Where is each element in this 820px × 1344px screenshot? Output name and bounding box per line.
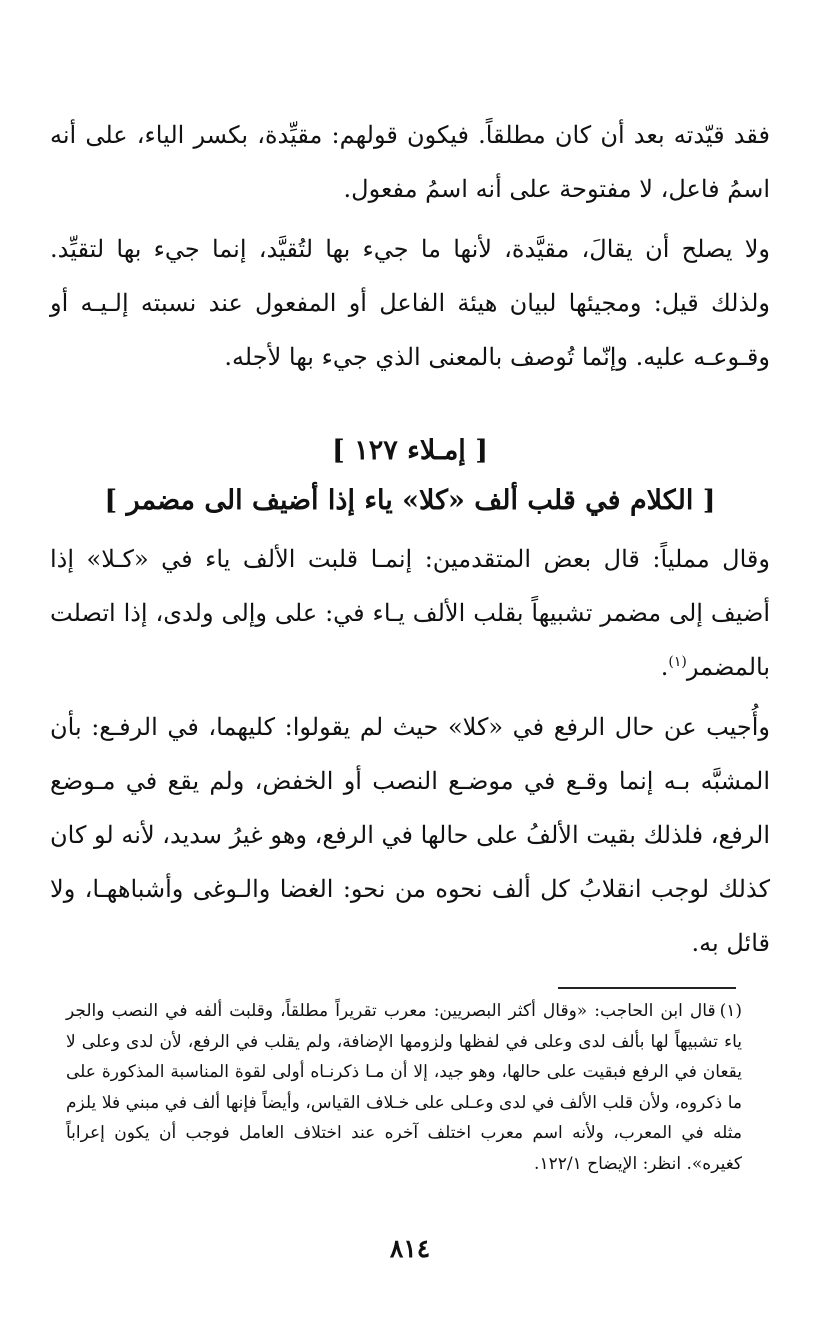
imla-number-heading: [ إمـلاء ١٢٧ ] (332, 435, 488, 466)
footnote-number: (١) (719, 1001, 742, 1021)
page-number: ٨١٤ (389, 1234, 431, 1263)
footnote-reference[interactable]: (١) (668, 654, 687, 670)
page-body (50, 108, 770, 970)
body-paragraph-2: وأُجيب عن حال الرفع في «كلا» حيث لم يقولوا: كليهما، في الرفـع: بأن المشبَّه بـه إنما وقـع في موضـع النصب أو الخفض، ولم يقع في مـوضع الرفع، فلذلك بقيت الألفُ على حالها في الرفع، وهو غيرُ سديد، لأنه لو كان كذلك لوجب انقلابُ كل ألف نحوه من نحو: الغضا والـوغى وأشباههـا، ولا قائل به. (50, 713, 770, 957)
intro-paragraph-2: ولا يصلح أن يقالَ، مقيَّدة، لأنها ما جيء بها لتُقيَّد، إنما جيء بها لتقيِّد. ولذلك قيل: ومجيئها لبيان هيئة الفاعل أو المفعول عند نسبته إلـيـه أو وقـوعـه عليه. وإنّما تُوصف بالمعنى الذي جيء بها لأجله. (50, 235, 770, 371)
footnote-text: قال ابن الحاجب: «وقال أكثر البصريين: معرب تقريراً مطلقاً، وقلبت ألفه في النصب والجر ياء تشبيهاً لها بألف لدى وعلى في لفظها ولزومها الإضافة، ولم يقلب في الرفع، لأن لدى وعلى لا يقعان في الرفع فبقيت على حالها، وهو جيد، إلا أن مـا ذكرنـاه أولى لقوة المناسبة المذكورة على ما ذكروه، ولأن قلب الألف في لدى وعـلى على خـلاف القياس، وأيضاً فإنها ألف في مبني فلا يلزم مثله في المعرب، ولأنه اسم معرب اختلف آخره عند اختلاف العامل فوجب أن يكون إعراباً كغيره». انظر: الإيضاح ١٢٢/١. (66, 1001, 742, 1174)
footnote-divider (558, 987, 736, 989)
intro-paragraph-1: فقد قيّدته بعد أن كان مطلقاً. فيكون قولهم: مقيِّدة، بكسر الياء، على أنه اسمُ فاعل، لا مفتوحة على أنه اسمُ مفعول. (50, 121, 770, 203)
body-paragraph-1 (50, 532, 770, 694)
main-text (50, 532, 770, 970)
section-heading (50, 426, 770, 526)
body-paragraph-1-end: . (660, 653, 669, 681)
section-title-heading: [ الكلام في قلب ألف «كلا» ياء إذا أضيف الى مضمر ] (104, 485, 716, 516)
body-paragraph-1-text: وقال مملياً: قال بعض المتقدمين: إنمـا قلبت الألف ياء في «كـلا» إذا أضيف إلى مضمر تشبيهاً بقلب الألف يـاء في: على وإلى ولدى، إذا اتصلت بالمضمر (50, 545, 770, 681)
footnote (66, 996, 742, 1179)
